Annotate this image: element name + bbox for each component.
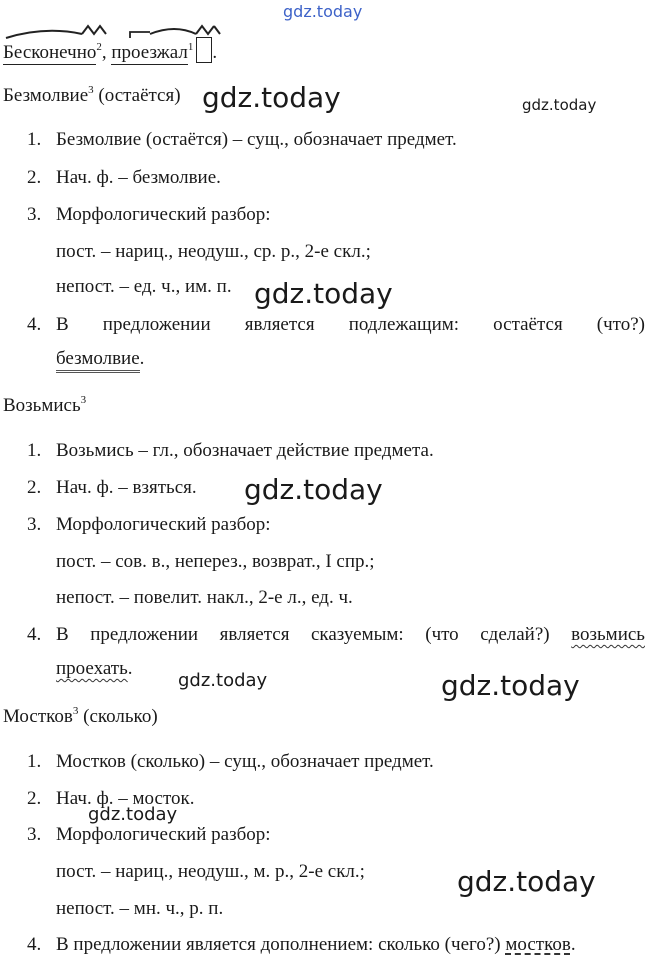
line0 [3,37,217,63]
item-text-justified [56,315,645,334]
word: сказуемым: [311,624,404,645]
heading-rest: (сколько) [78,706,158,727]
item-line2 [56,349,144,368]
word: предложении [90,624,199,645]
item-subline: пост. – нариц., неодуш., ср. р., 2-е скл.; [56,241,371,262]
item-text: Нач. ф. – взяться. [56,477,197,498]
word: (что [425,624,459,645]
item-text [56,935,576,954]
item-number: 4. [27,314,42,335]
word: является [244,314,315,335]
word: (что?) [596,314,645,335]
section-heading-3 [3,707,158,726]
sup: 3 [72,705,79,717]
heading-rest: (остаётся) [93,85,181,106]
word: сделай?) [480,624,550,645]
item-text: Морфологический разбор: [56,824,271,845]
word: остаётся [493,314,563,335]
sep: , [101,42,112,63]
item-number: 4. [27,934,42,955]
ending-box [196,37,212,63]
word: является [219,624,290,645]
word: предложении [102,314,211,335]
period: . [570,934,576,955]
item-line2 [56,659,133,678]
item-number: 1. [27,129,42,150]
item-subline: непост. – повелит. накл., 2-е л., ед. ч. [56,587,353,608]
word: В [56,314,69,335]
section-heading-2 [3,396,86,415]
sup: 3 [80,394,87,406]
item-subline: непост. – ед. ч., им. п. [56,276,232,297]
word: подлежащим: [348,314,460,335]
item-text: Нач. ф. – мосток. [56,788,195,809]
watermark: gdz.today [244,473,383,506]
watermark: gdz.today [202,81,341,114]
period: . [127,658,133,679]
item-number: 3. [27,514,42,535]
sup: 2 [96,41,102,53]
item-text: Мостков (сколько) – сущ., обозначает предмет. [56,751,434,772]
word: В [56,624,69,645]
item-number: 2. [27,167,42,188]
watermark: gdz.today [522,96,597,114]
watermark: gdz.today [88,804,178,825]
watermark: gdz.today [441,669,580,702]
text: В предложении является дополнением: сколько (чего?) [56,934,506,955]
item-text-justified [56,625,645,644]
item-text: Нач. ф. – безмолвие. [56,167,221,188]
item-number: 1. [27,440,42,461]
item-number: 3. [27,824,42,845]
watermark: gdz.today [254,277,393,310]
watermark: gdz.today [457,865,596,898]
predicate-underlined: проехать [56,658,128,679]
item-subline: пост. – нариц., неодуш., м. р., 2-е скл.; [56,861,365,882]
item-number: 4. [27,624,42,645]
heading-word: Безмолвие [3,85,89,106]
period: . [212,42,218,63]
watermark-top: gdz.today [283,2,363,21]
item-text: Морфологический разбор: [56,204,271,225]
item-number: 1. [27,751,42,772]
word-proezzhal: проезжал [111,42,188,63]
section-heading-1 [3,86,181,105]
item-number: 3. [27,204,42,225]
item-subline: непост. – мн. ч., р. п. [56,898,224,919]
watermark: gdz.today [178,670,268,691]
heading-word: Мостков [3,706,73,727]
item-number: 2. [27,788,42,809]
subject-underlined: безмолвие [56,348,140,373]
word-beskonechno: Бесконечно [3,42,97,63]
object-underlined: мостков [505,934,571,955]
sup: 1 [187,41,194,53]
heading-word: Возьмись [3,395,81,416]
period: . [139,348,145,369]
sup: 3 [88,84,94,96]
item-subline: пост. – сов. в., неперез., возврат., I спр.; [56,551,375,572]
item-text: Морфологический разбор: [56,514,271,535]
item-number: 2. [27,477,42,498]
item-text: Возьмись – гл., обозначает действие предмета. [56,440,434,461]
item-text: Безмолвие (остаётся) – сущ., обозначает предмет. [56,129,457,150]
predicate-underlined: возьмись [571,624,645,645]
